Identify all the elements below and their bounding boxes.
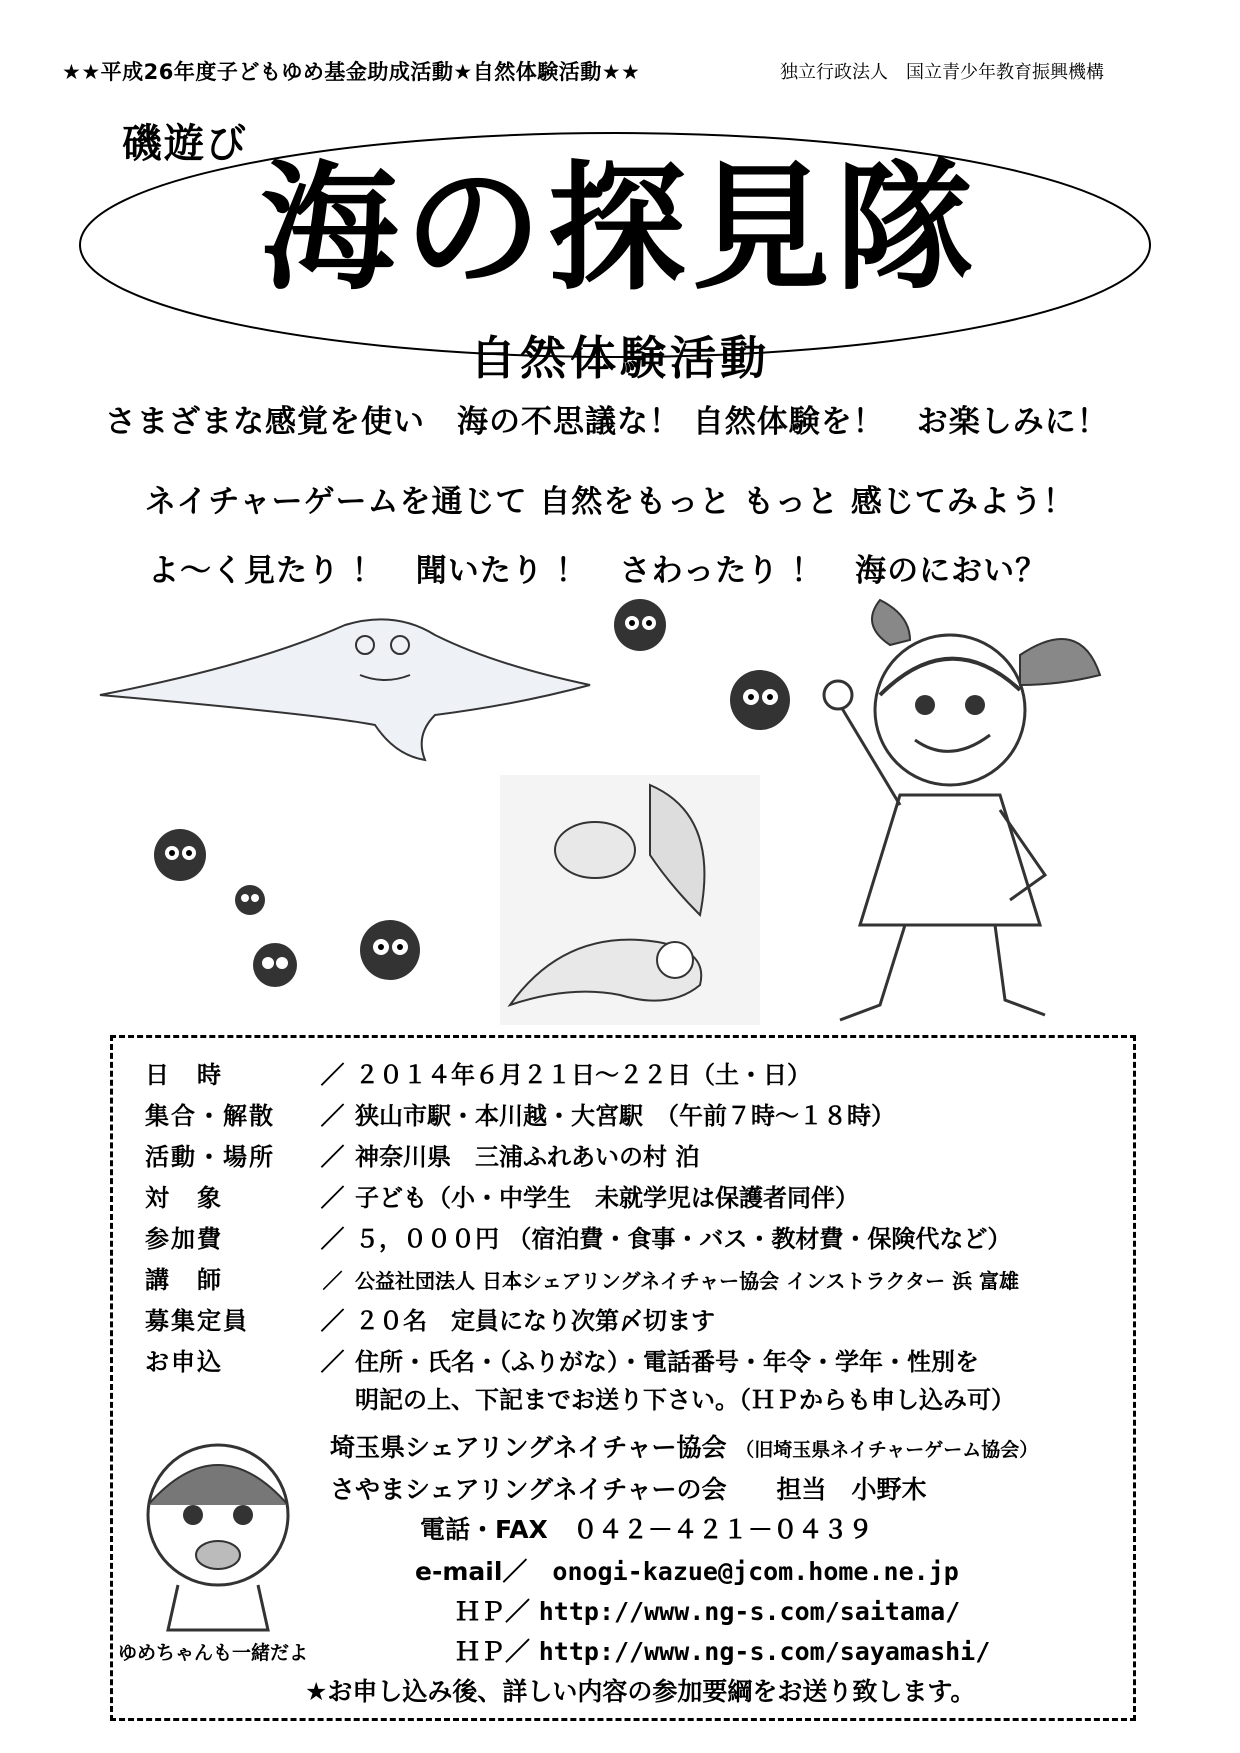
sub-title: 磯遊び <box>122 121 248 167</box>
stingray-illustration <box>95 605 595 775</box>
yume-chan-illustration <box>128 1425 308 1635</box>
soot-sprite-icon <box>345 905 435 995</box>
contact-org: 埼玉県シェアリングネイチャー協会 （旧埼玉県ネイチャーゲーム協会） <box>330 1433 1039 1462</box>
detail-apply-note: 明記の上、下記までお送り下さい。（ＨＰからも申し込み可） <box>355 1386 1015 1414</box>
program-header: ★★平成26年度子どもゆめ基金助成活動★自然体験活動★★ <box>62 60 641 84</box>
detail-date: 日 時 ／ ２０１４年６月２１日～２２日（土・日） <box>145 1061 811 1089</box>
organization-header: 独立行政法人 国立青少年教育振興機構 <box>780 62 1104 83</box>
tagline-2: ネイチャーゲームを通じて 自然をもっと もっと 感じてみよう！ <box>145 484 1075 520</box>
detail-place: 活動・場所 ／ 神奈川県 三浦ふれあいの村 泊 <box>145 1143 700 1171</box>
soot-sprite-icon <box>225 875 275 925</box>
email-link[interactable]: onogi-kazue@jcom.home.ne.jp <box>552 1557 959 1586</box>
main-title: 海の探見隊 <box>259 148 980 309</box>
tagline-1: さまざまな感覚を使い 海の不思議な！ 自然体験を！ お楽しみに！ <box>105 404 1109 440</box>
detail-apply: お申込 ／ 住所・氏名・（ふりがな）・電話番号・年令・学年・性別を <box>145 1348 979 1376</box>
soot-sprite-icon <box>240 930 310 1000</box>
soot-sprite-icon <box>600 585 680 665</box>
illustration-caption: ゆめちゃんも一緒だよ <box>118 1642 309 1664</box>
hp-link-sayamashi[interactable]: http://www.ng-s.com/sayamashi/ <box>538 1637 991 1666</box>
girl-illustration <box>800 595 1130 1035</box>
contact-hp1: ＨＰ／ http://www.ng-s.com/saitama/ <box>455 1597 961 1626</box>
activity-subtitle: 自然体験活動 <box>470 331 770 385</box>
footer-note: ★お申し込み後、詳しい内容の参加要綱をお送り致します。 <box>305 1677 976 1706</box>
contact-group: さやまシェアリングネイチャーの会 担当 小野木 <box>330 1475 927 1504</box>
contact-email: e-mail／ onogi-kazue@jcom.home.ne.jp <box>415 1557 959 1586</box>
sea-turtle-illustration <box>500 775 760 1025</box>
contact-phone: 電話・FAX ０４２－４２１－０４３９ <box>420 1515 873 1544</box>
soot-sprite-icon <box>715 655 805 745</box>
detail-instructor: 講 師 ／ 公益社団法人 日本シェアリングネイチャー協会 インストラクター 浜 富雄 <box>145 1266 1020 1294</box>
detail-meeting: 集合・解散 ／ 狭山市駅・本川越・大宮駅 （午前７時～１８時） <box>145 1102 895 1130</box>
tagline-3: よ～く見たり ！ 聞いたり ！ さわったり ！ 海のにおい？ <box>148 553 1048 589</box>
detail-capacity: 募集定員 ／ ２０名 定員になり次第〆切ます <box>145 1307 715 1335</box>
hp-link-saitama[interactable]: http://www.ng-s.com/saitama/ <box>538 1597 961 1626</box>
soot-sprite-icon <box>140 815 220 895</box>
detail-fee: 参加費 ／ ５，０００円 （宿泊費・食事・バス・教材費・保険代など） <box>145 1225 1012 1253</box>
contact-hp2: ＨＰ／ http://www.ng-s.com/sayamashi/ <box>455 1637 991 1666</box>
detail-target: 対 象 ／ 子ども（小・中学生 未就学児は保護者同伴） <box>145 1184 859 1212</box>
